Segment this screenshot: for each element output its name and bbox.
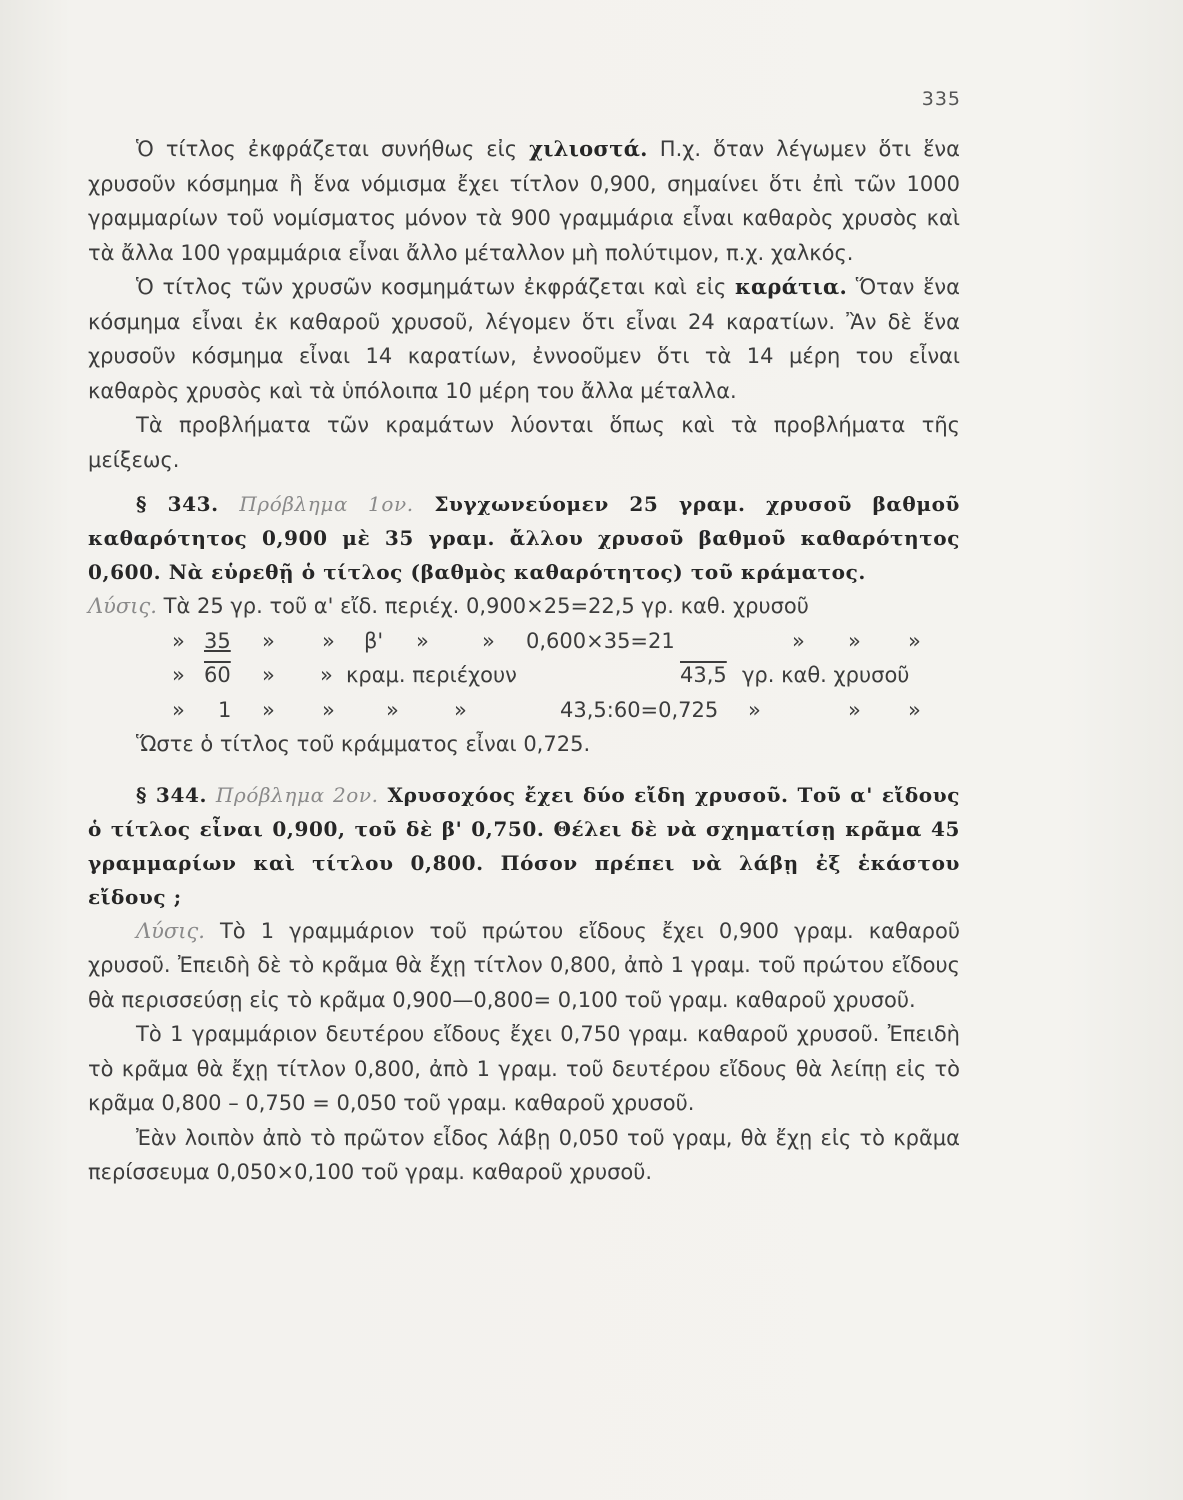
page-body (88, 132, 960, 1190)
solution-343-row-1: Λύσις. Τὰ 25 γρ. τοῦ α' εἴδ. περιέχ. 0,900×25=22,5 γρ. καθ. χρυσοῦ (88, 594, 809, 618)
paragraph-fineness-thousandths: Ὁ τίτλος ἐκφράζεται συνήθως εἰς χιλιοστά. Π.χ. ὅταν λέγωμεν ὅτι ἕνα χρυσοῦν κόσμημα ἢ ἕνα νόμισμα ἔχει τίτλον 0,900, σημαίνει ὅτι ἐπὶ τῶν 1000 γραμμαρίων τοῦ νομίσματος μόνον τὰ 900 γραμμάρια εἶναι καθαρὸς χρυσὸς καὶ τὰ ἄλλα 100 γραμμάρια εἶναι ἄλλο μέταλλον μὴ πολύτιμον, π.χ. χαλκός. (88, 136, 961, 265)
solution-343-conclusion: Ὥστε ὁ τίτλος τοῦ κράμματος εἶναι 0,725. (136, 732, 591, 756)
solution-label: Λύσις. (88, 594, 157, 618)
section-number: § 343. (136, 492, 219, 516)
term-carats: καράτια. (734, 274, 848, 299)
solution-344-paragraph-3: Ἐὰν λοιπὸν ἀπὸ τὸ πρῶτον εἶδος λάβῃ 0,050 τοῦ γραμ, θὰ ἔχῃ εἰς τὸ κρᾶμα περίσσευμα 0,050×0,100 τοῦ γραμ. καθαροῦ χρυσοῦ. (88, 1125, 960, 1184)
solution-343-row-2: » 35 » » β' » » 0,600×35=21 » » » (172, 628, 921, 653)
paragraph-carats: Ὁ τίτλος τῶν χρυσῶν κοσμημάτων ἐκφράζεται καὶ εἰς καράτια. Ὅταν ἕνα κόσμημα εἶναι ἐκ καθαροῦ χρυσοῦ, λέγομεν ὅτι εἶναι 24 καρατίων. Ἂν δὲ ἕνα χρυσοῦν κόσμημα εἶναι 14 καρατίων, ἐννοοῦμεν ὅτι τὰ 14 μέρη του εἶναι καθαρὸς χρυσὸς καὶ τὰ ὑπόλοιπα 10 μέρη του ἄλλα μέταλλα. (88, 274, 960, 403)
solution-344-paragraph-1: Λύσις. Τὸ 1 γραμμάριον τοῦ πρώτου εἴδους ἔχει 0,900 γραμ. καθαροῦ χρυσοῦ. Ἐπειδὴ δὲ τὸ κρᾶμα θὰ ἔχῃ τίτλον 0,800, ἀπὸ 1 γραμ. τοῦ πρώτου εἴδους θὰ περισσεύσῃ εἰς τὸ κρᾶμα 0,900—0,800= 0,100 τοῦ γραμ. καθαροῦ χρυσοῦ. (88, 918, 960, 1012)
page-number: 335 (921, 88, 961, 110)
problem-343-statement: § 343. Πρόβλημα 1ον. Συγχωνεύομεν 25 γραμ. χρυσοῦ βαθμοῦ καθαρότητος 0,900 μὲ 35 γραμ. ἄλλου χρυσοῦ βαθμοῦ καθαρότητος 0,600. Νὰ εὑρεθῇ ὁ τίτλος (βαθμὸς καθαρότητος) τοῦ κράματος. (88, 492, 961, 584)
solution-343-row-3: » 60 » » κραμ. περιέχουν 43,5 γρ. καθ. χρυσοῦ (172, 663, 910, 687)
solution-343-row-4: » 1 » » » » 43,5:60=0,725 » » » (172, 697, 921, 722)
term-thousandths: χιλιοστά. (529, 136, 648, 161)
paragraph-alloy-problems: Τὰ προβλήματα τῶν κραμάτων λύονται ὅπως καὶ τὰ προβλήματα τῆς μείξεως. (88, 413, 960, 472)
problem-label: Πρόβλημα 1ον. (239, 492, 414, 516)
problem-344-statement: § 344. Πρόβλημα 2ον. Χρυσοχόος ἔχει δύο εἴδη χρυσοῦ. Τοῦ α' εἴδους ὁ τίτλος εἶναι 0,900, τοῦ δὲ β' 0,750. Θέλει δὲ νὰ σχηματίσῃ κρᾶμα 45 γραμμαρίων καὶ τίτλου 0,800. Πόσον πρέπει νὰ λάβῃ ἐξ ἑκάστου εἴδους ; (88, 782, 960, 909)
solution-344-paragraph-2: Τὸ 1 γραμμάριον δευτέρου εἴδους ἔχει 0,750 γραμ. καθαροῦ χρυσοῦ. Ἐπειδὴ τὸ κρᾶμα θὰ ἔχῃ τίτλον 0,800, ἀπὸ 1 γραμ. τοῦ δευτέρου εἴδους θὰ λείπῃ εἰς τὸ κρᾶμα 0,800 – 0,750 = 0,050 τοῦ γραμ. καθαροῦ χρυσοῦ. (88, 1022, 960, 1115)
section-number: § 344. (136, 782, 208, 807)
solution-label: Λύσις. (136, 918, 205, 943)
problem-label: Πρόβλημα 2ον. (215, 782, 379, 807)
